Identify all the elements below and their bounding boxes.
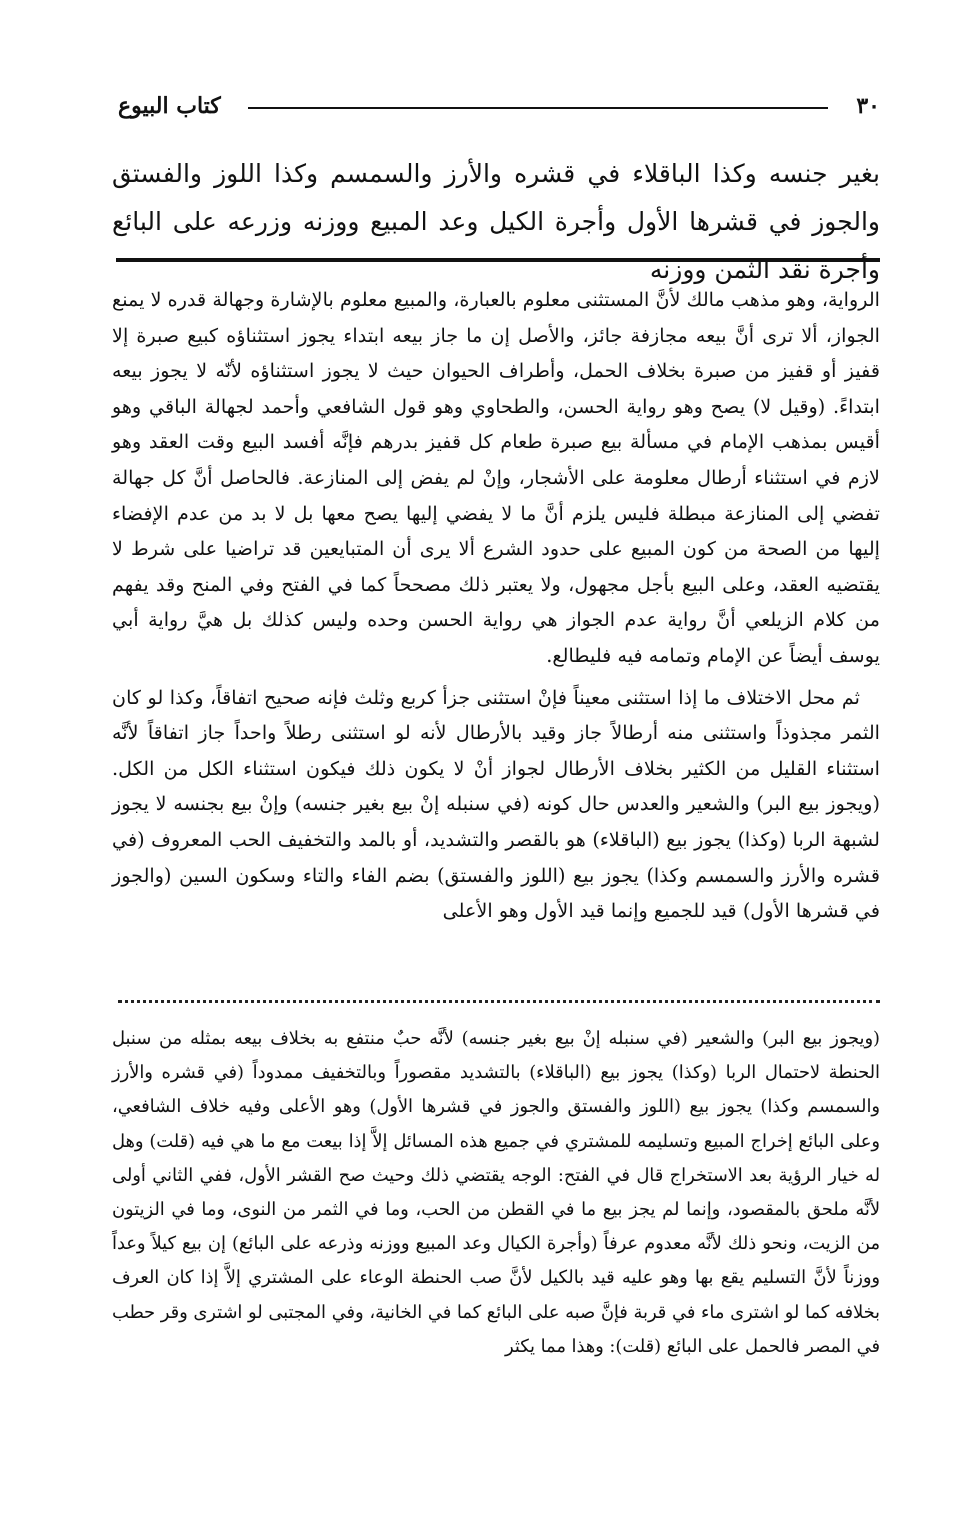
commentary-paragraph-2: ثم محل الاختلاف ما إذا استثنى معيناً فإنْ استثنى جزأ كربع وثلث فإنه صحيح اتفاقاً، وكذا لو كان الثمر مجذوذاً واستثنى منه أرطالاً جاز وقيد بالأرطال لأنه لو استثنى رطلاً واحداً جاز اتفاقاً لأنَّه استثناء القليل من الكثير بخلاف الأرطال لجواز أنْ لا يكون ذلك فيكون استثناء الكل من الكل. (ويجوز بيع البر) والشعير والعدس حال كونه (في سنبله إنْ بيع بغير جنسه) وإنْ بيع بجنسه لا يجوز لشبهة الربا (وكذا) يجوز بيع (الباقلاء) هو بالقصر والتشديد، أو بالمد والتخفيف الحب المعروف (في قشره والأرز والسمسم وكذا) يجوز بيع (اللوز والفستق) بضم الفاء والتاء وسكون السين (والجوز في قشرها الأول) قيد للجميع وإنما قيد الأول وهو الأعلى	[112, 685, 880, 923]
footnote-paragraph: (ويجوز بيع البر) والشعير (في سنبله إنْ بيع بغير جنسه) لأنَّه حبٌ منتفع به بخلاف بيعه بمثله من سنبل الحنطة لاحتمال الربا (وكذا) يجوز بيع (الباقلاء) بالتشديد مقصوراً وبالتخفيف ممدوداً (في قشره والأرز والسمسم وكذا) يجوز بيع (اللوز والفستق والجوز في قشرها الأول) وهو الأعلى وفيه خلاف الشافعي، وعلى البائع إخراج المبيع وتسليمه للمشتري في جميع هذه المسائل إلاَّ إذا بيعت مع ما هي فيه (قلت) وهل له خيار الرؤية بعد الاستخراج قال في الفتح: الوجه يقتضي ذلك وحيث صح القشر الأول، ففي الثاني أولى لأنَّه ملحق بالمقصود، وإنما لم يجز بيع ما في القطن من الحب، وما في الثمر من النوى، وما في الزيتون من الزيت، ونحو ذلك لأنَّه معدوم عرفاً (وأجرة الكيال وعد المبيع ووزنه وذرعه على البائع) إن بيع كيلاً وعداً ووزناً لأنَّ التسليم يقع بها وهو عليه قيد بالكيل لأنَّ صب الحنطة الوعاء على المشتري إلاَّ إذا كان العرف بخلافه كما لو اشترى ماء في قربة فإنَّ صبه على البائع كما في الخانية، وفي المجتبى لو اشترى وقر حطب في المصر فالحمل على البائع (قلت): وهذا مما يكثر	[112, 1028, 880, 1357]
main-separator-rule	[116, 258, 880, 262]
commentary	[112, 282, 880, 929]
footnote	[112, 1022, 880, 1364]
page-number: ٣٠	[856, 93, 880, 119]
header-rule	[248, 107, 828, 109]
footnote-dotted-separator	[118, 1000, 880, 1003]
book-title: كتاب البيوع	[118, 93, 221, 119]
page-header	[118, 92, 880, 124]
main-text: بغير جنسه وكذا الباقلاء في قشره والأرز والسمسم وكذا اللوز والفستق والجوز في قشرها الأول وأجرة الكيل وعد المبيع ووزنه وزرعه على البائع وأجرة نقد الثمن ووزنه	[112, 159, 880, 284]
commentary-paragraph-1: الرواية، وهو مذهب مالك لأنَّ المستثنى معلوم بالعبارة، والمبيع معلوم بالإشارة وجهالة قدره لا يمنع الجواز، ألا ترى أنَّ بيعه مجازفة جائز، والأصل إن ما جاز بيعه ابتداء يجوز استثناؤه كبيع صبرة إلا قفيز أو قفيز من صبرة بخلاف الحمل، وأطراف الحيوان حيث لا يجوز استثناؤه لأنّه لا يجوز بيعه ابتداءً. (وقيل لا) يصح وهو رواية الحسن، والطحاوي وهو قول الشافعي وأحمد لجهالة الباقي وهو أقيس بمذهب الإمام في مسألة بيع صبرة طعام كل قفيز بدرهم فإنَّه أفسد البيع وقت العقد وهو لازم في استثناء أرطال معلومة على الأشجار، وإنْ لم يفض إلى المنازعة. فالحاصل أنَّ كل جهالة تفضي إلى المنازعة مبطلة فليس يلزم أنَّ ما لا يفضي إليها يصح معها بل لا بد من عدم الإفضاء إليها من الصحة من كون المبيع على حدود الشرع ألا يرى أن المتبايعين قد تراضيا على شرط لا يقتضيه العقد، وعلى البيع بأجل مجهول، ولا يعتبر ذلك مصححاً كما في الفتح وفي المنح وقد يفهم من كلام الزيلعي أنَّ رواية عدم الجواز هي رواية الحسن وحده وليس كذلك بل هيَّ رواية أبي يوسف أيضاً عن الإمام وتمامه فيه فليطالع.	[112, 288, 880, 667]
